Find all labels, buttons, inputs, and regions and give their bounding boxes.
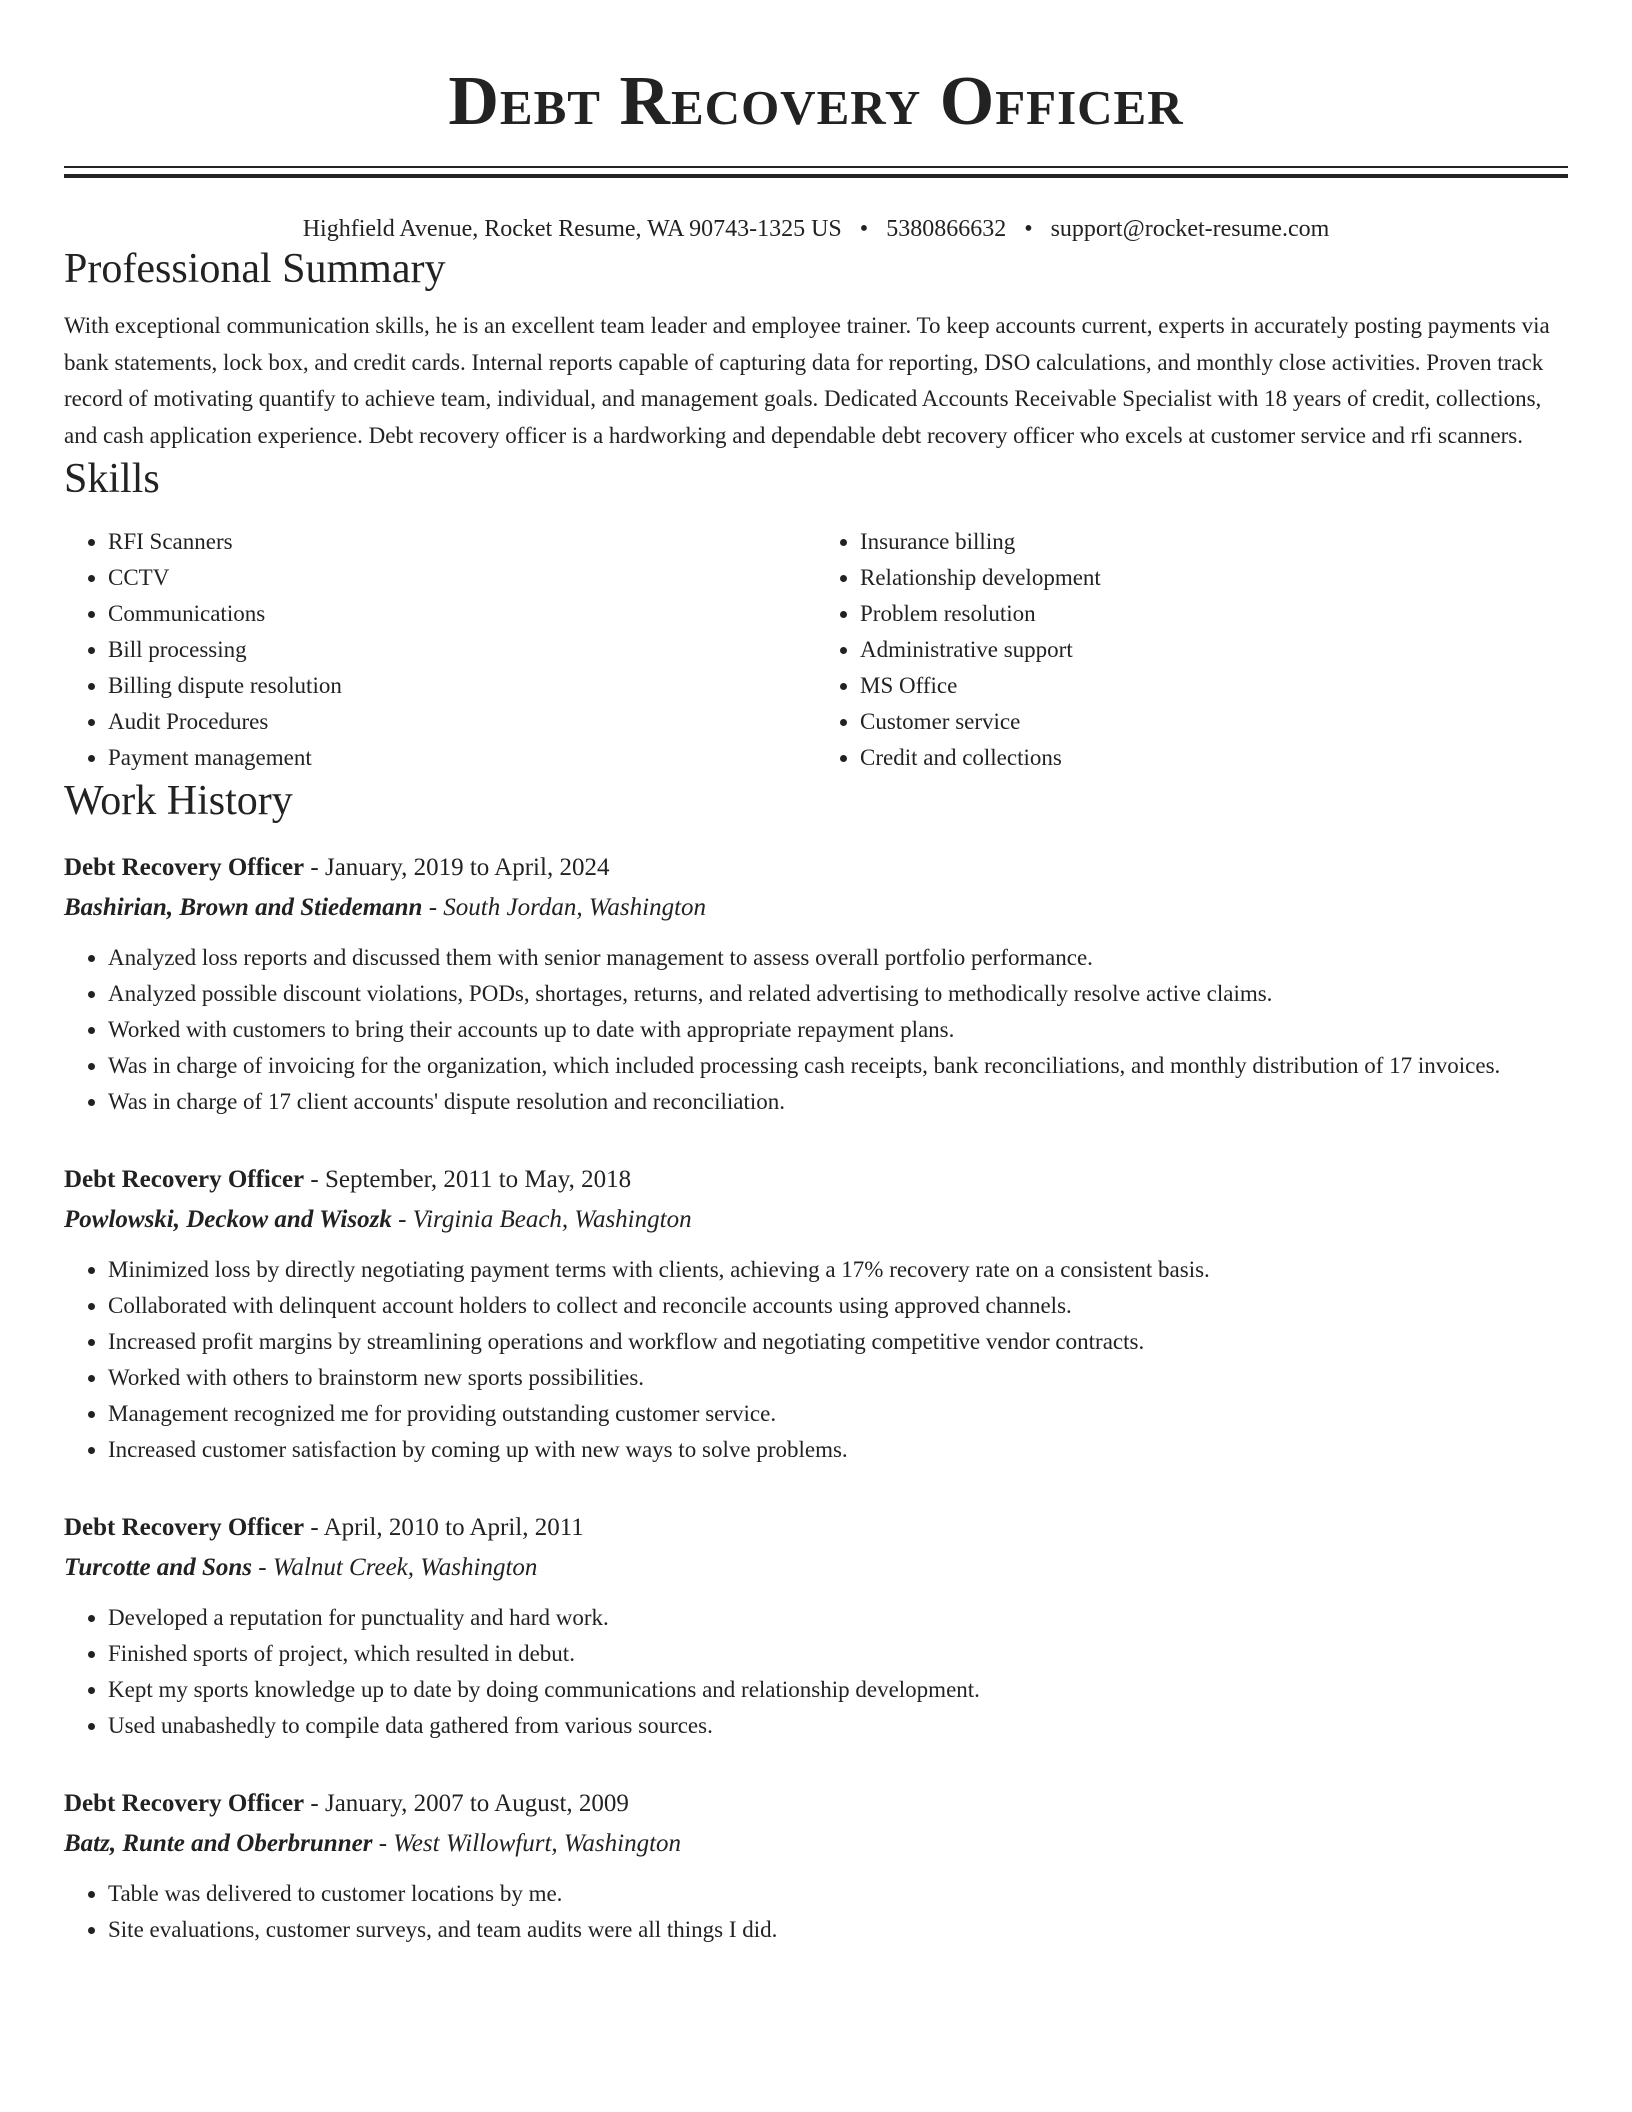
professional-summary-text: With exceptional communication skills, he is an excellent team leader and employee trainer. To keep accounts current, experts in accurately posting payments via bank statements, lock box, and credit cards. Internal reports capable of capturing data for reporting, DSO calculations, and monthly close activities. Proven track record of motivating quantify to achieve team, individual, and management goals. Dedicated Accounts Receivable Specialist with 18 years of credit, collections, and cash application experience. Debt recovery officer is a hardworking and dependable debt recovery officer who excels at customer service and rfi scanners. (64, 313, 1550, 448)
skill-item: • Insurance billing (860, 524, 1568, 560)
job-bullet: • Increased profit margins by streamlining operations and workflow and negotiating competitive vendor contracts. (108, 1324, 1568, 1360)
job-dates: - January, 2007 to August, 2009 (304, 1790, 629, 1817)
job-location: - South Jordan, Washington (422, 894, 707, 921)
skills-heading: Skills (64, 456, 160, 502)
job-company: Bashirian, Brown and Stiedemann (64, 894, 423, 921)
job-company: Powlowski, Deckow and Wisozk (64, 1206, 392, 1233)
skill-item: • Customer service (860, 704, 1568, 740)
job-bullet: • Was in charge of invoicing for the organization, which included processing cash receipts, bank reconciliations, and monthly distribution of 17 invoices. (108, 1048, 1568, 1084)
job-dates: - April, 2010 to April, 2011 (304, 1514, 584, 1541)
job-entry (64, 1510, 1568, 1744)
job-location: - Virginia Beach, Washington (391, 1206, 692, 1233)
skill-item: • Audit Procedures (108, 704, 816, 740)
contact-line (64, 214, 1568, 244)
job-dates: - September, 2011 to May, 2018 (304, 1166, 632, 1193)
job-entry (64, 850, 1568, 1120)
job-bullet: • Management recognized me for providing outstanding customer service. (108, 1396, 1568, 1432)
job-location: - West Willowfurt, Washington (372, 1830, 682, 1857)
job-title-line (64, 1510, 1568, 1546)
job-bullet-list (64, 1600, 1568, 1744)
contact-separator: • (859, 216, 869, 242)
job-bullet: • Worked with customers to bring their accounts up to date with appropriate repayment plans. (108, 1012, 1568, 1048)
skill-item: • Payment management (108, 740, 816, 776)
job-bullet: • Analyzed loss reports and discussed them with senior management to assess overall portfolio performance. (108, 940, 1568, 976)
skills-list-left (64, 524, 816, 776)
skill-item: • Communications (108, 596, 816, 632)
skill-item: • Billing dispute resolution (108, 668, 816, 704)
job-title: Debt Recovery Officer (64, 1166, 305, 1193)
job-company-line (64, 890, 1568, 926)
skill-item: • RFI Scanners (108, 524, 816, 560)
contact-separator: • (1024, 216, 1033, 242)
resume-name-heading: Debt Recovery Officer (448, 63, 1184, 140)
job-bullet: • Worked with others to brainstorm new sports possibilities. (108, 1360, 1568, 1396)
job-entry (64, 1162, 1568, 1468)
job-bullet: • Site evaluations, customer surveys, and team audits were all things I did. (108, 1912, 1568, 1948)
work-history-heading: Work History (64, 778, 293, 824)
skills-list-right (816, 524, 1568, 776)
job-title-line (64, 1786, 1568, 1822)
skill-item: • Relationship development (860, 560, 1568, 596)
job-title-line (64, 850, 1568, 886)
professional-summary-heading: Professional Summary (64, 246, 446, 292)
skill-item: • Administrative support (860, 632, 1568, 668)
job-bullet: • Analyzed possible discount violations, PODs, shortages, returns, and related advertising to methodically resolve active claims. (108, 976, 1568, 1012)
contact-address: Highfield Avenue, Rocket Resume, WA 90743-1325 US (302, 216, 842, 242)
job-bullet: • Developed a reputation for punctuality and hard work. (108, 1600, 1568, 1636)
job-bullet: • Used unabashedly to compile data gathered from various sources. (108, 1708, 1568, 1744)
job-title-line (64, 1162, 1568, 1198)
contact-phone: 5380866632 (886, 216, 1007, 242)
job-company: Batz, Runte and Oberbrunner (64, 1830, 373, 1857)
job-company-line (64, 1202, 1568, 1238)
job-company-line (64, 1550, 1568, 1586)
skill-item: • Problem resolution (860, 596, 1568, 632)
skill-item: • CCTV (108, 560, 816, 596)
contact-email: support@rocket-resume.com (1050, 216, 1330, 242)
job-bullet: • Increased customer satisfaction by coming up with new ways to solve problems. (108, 1432, 1568, 1468)
job-location: - Walnut Creek, Washington (252, 1554, 538, 1581)
skill-item: • Bill processing (108, 632, 816, 668)
job-bullet: • Collaborated with delinquent account holders to collect and reconcile accounts using approved channels. (108, 1288, 1568, 1324)
job-entry (64, 1786, 1568, 1948)
job-title: Debt Recovery Officer (64, 1514, 305, 1541)
job-dates: - January, 2019 to April, 2024 (304, 854, 610, 881)
job-bullet: • Table was delivered to customer locations by me. (108, 1876, 1568, 1912)
job-bullet-list (64, 940, 1568, 1120)
job-company-line (64, 1826, 1568, 1862)
skill-item: • MS Office (860, 668, 1568, 704)
skills-columns (64, 524, 1568, 776)
job-bullet-list (64, 1876, 1568, 1948)
job-title: Debt Recovery Officer (64, 1790, 305, 1817)
skill-item: • Credit and collections (860, 740, 1568, 776)
job-bullet: • Kept my sports knowledge up to date by doing communications and relationship development. (108, 1672, 1568, 1708)
job-company: Turcotte and Sons (64, 1554, 253, 1581)
job-bullet: • Finished sports of project, which resulted in debut. (108, 1636, 1568, 1672)
job-bullet-list (64, 1252, 1568, 1468)
job-title: Debt Recovery Officer (64, 854, 305, 881)
header-double-rule (64, 166, 1568, 178)
job-bullet: • Minimized loss by directly negotiating payment terms with clients, achieving a 17% recovery rate on a consistent basis. (108, 1252, 1568, 1288)
job-bullet: • Was in charge of 17 client accounts' dispute resolution and reconciliation. (108, 1084, 1568, 1120)
